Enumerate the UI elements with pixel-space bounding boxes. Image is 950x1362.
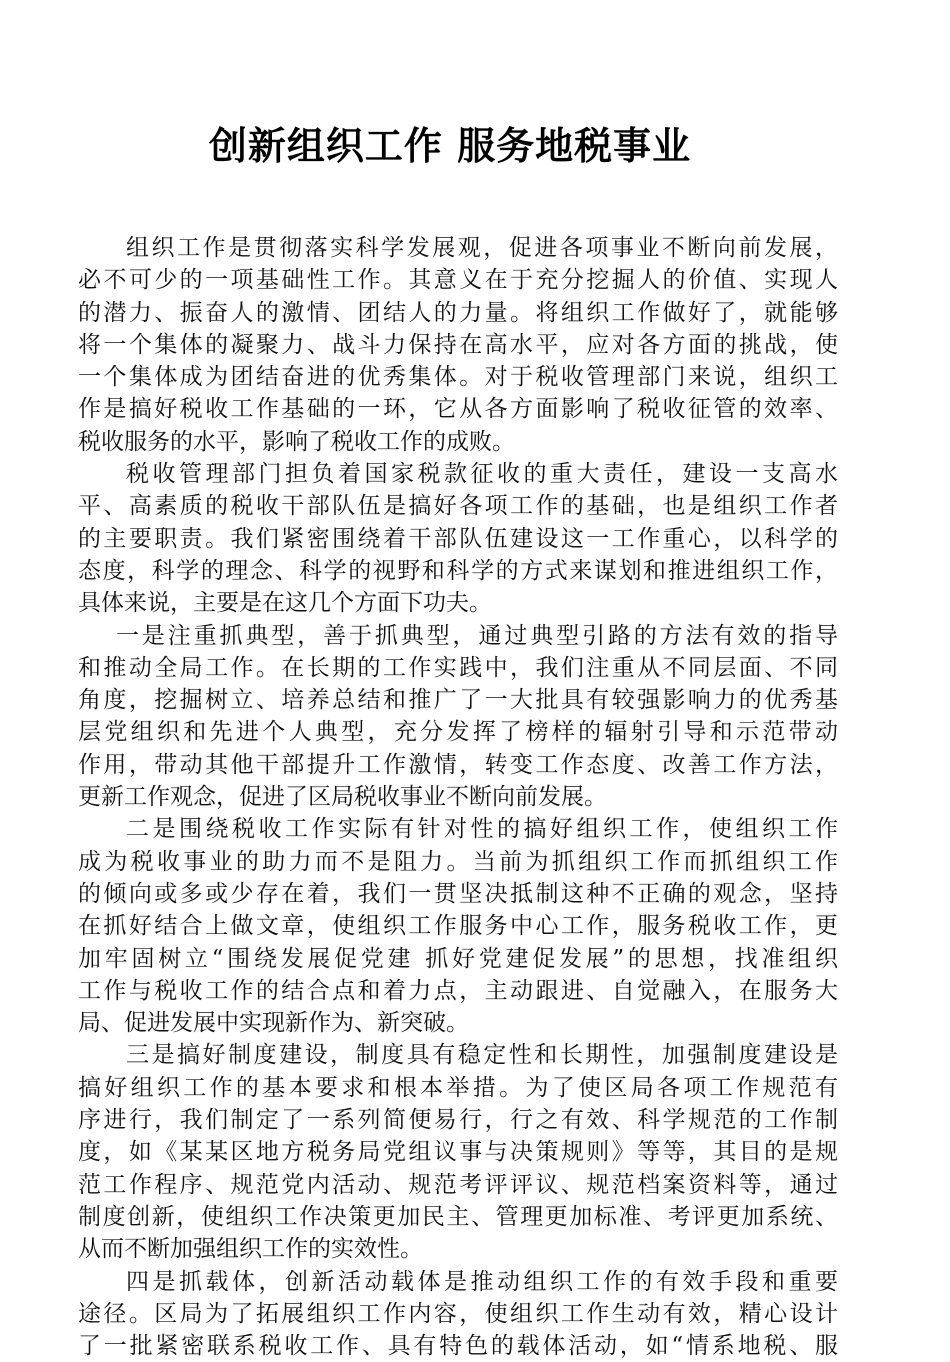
paragraph-line: 将一个集体的凝聚力、战斗力保持在高水平，应对各方面的挑战，使 <box>78 331 838 358</box>
paragraph-line: 的主要职责。我们紧密围绕着干部队伍建设这一工作重心，以科学的 <box>78 525 838 552</box>
paragraph-line: 范工作程序、规范党内活动、规范考评评议、规范档案资料等，通过 <box>78 1171 838 1198</box>
paragraph-line: 一个集体成为团结奋进的优秀集体。对于税收管理部门来说，组织工 <box>78 364 838 391</box>
paragraph-line: 成为税收事业的助力而不是阻力。当前为抓组织工作而抓组织工作 <box>78 848 838 875</box>
paragraph-line: 了一批紧密联系税收工作、具有特色的载体活动，如“情系地税、服 <box>78 1333 838 1360</box>
paragraph-line: 度，如《某某区地方税务局党组议事与决策规则》等等，其目的是规 <box>78 1139 838 1166</box>
paragraph-line: 局、促进发展中实现新作为、新突破。 <box>78 1010 469 1037</box>
paragraph-line: 搞好组织工作的基本要求和根本举措。为了使区局各项工作规范有 <box>78 1074 838 1101</box>
paragraph-line: 税收服务的水平，影响了税收工作的成败。 <box>78 428 515 455</box>
paragraph-line: 序进行，我们制定了一系列简便易行，行之有效、科学规范的工作制 <box>78 1107 838 1134</box>
paragraph-line: 具体来说，主要是在这几个方面下功夫。 <box>78 590 492 617</box>
paragraph-line: 平、高素质的税收干部队伍是搞好各项工作的基础，也是组织工作者 <box>78 493 838 520</box>
paragraph-line: 的倾向或多或少存在着，我们一贯坚决抵制这种不正确的观念，坚持 <box>78 880 838 907</box>
paragraph-line: 作是搞好税收工作基础的一环，它从各方面影响了税收征管的效率、 <box>78 396 838 423</box>
paragraph-line: 必不可少的一项基础性工作。其意义在于充分挖掘人的价值、实现人 <box>78 267 838 294</box>
paragraph-line: 角度，挖掘树立、培养总结和推广了一大批具有较强影响力的优秀基 <box>78 687 838 714</box>
paragraph-line: 作用，带动其他干部提升工作激情，转变工作态度、改善工作方法， <box>78 751 838 778</box>
paragraph-line: 三是搞好制度建设，制度具有稳定性和长期性，加强制度建设是 <box>126 1042 838 1069</box>
paragraph-line: 态度，科学的理念、科学的视野和科学的方式来谋划和推进组织工作， <box>78 557 838 584</box>
paragraph-line: 更新工作观念，促进了区局税收事业不断向前发展。 <box>78 784 607 811</box>
document-title: 创新组织工作 服务地税事业 <box>208 124 692 168</box>
paragraph-line: 工作与税收工作的结合点和着力点，主动跟进、自觉融入，在服务大 <box>78 977 838 1004</box>
paragraph-line: 四是抓载体，创新活动载体是推动组织工作的有效手段和重要 <box>126 1268 838 1295</box>
paragraph-line: 组织工作是贯彻落实科学发展观，促进各项事业不断向前发展， <box>126 235 838 261</box>
paragraph-line: 层党组织和先进个人典型，充分发挥了榜样的辐射引导和示范带动 <box>78 719 838 746</box>
paragraph-line: 税收管理部门担负着国家税款征收的重大责任，建设一支高水 <box>126 461 838 488</box>
paragraph-line: 一是注重抓典型，善于抓典型，通过典型引路的方法有效的指导 <box>116 622 838 649</box>
paragraph-line: 从而不断加强组织工作的实效性。 <box>78 1236 423 1263</box>
paragraph-line: 的潜力、振奋人的激情、团结人的力量。将组织工作做好了，就能够 <box>78 299 838 326</box>
paragraph-line: 加牢固树立“围绕发展促党建 抓好党建促发展”的思想，找准组织 <box>78 945 838 972</box>
paragraph-line: 制度创新，使组织工作决策更加民主、管理更加标准、考评更加系统、 <box>78 1203 838 1230</box>
paragraph-line: 和推动全局工作。在长期的工作实践中，我们注重从不同层面、不同 <box>78 654 838 681</box>
paragraph-line: 二是围绕税收工作实际有针对性的搞好组织工作，使组织工作 <box>126 816 838 843</box>
paragraph-line: 在抓好结合上做文章，使组织工作服务中心工作，服务税收工作，更 <box>78 913 838 940</box>
document-body <box>78 232 838 1362</box>
paragraph-line: 途径。区局为了拓展组织工作内容，使组织工作生动有效，精心设计 <box>78 1300 838 1327</box>
